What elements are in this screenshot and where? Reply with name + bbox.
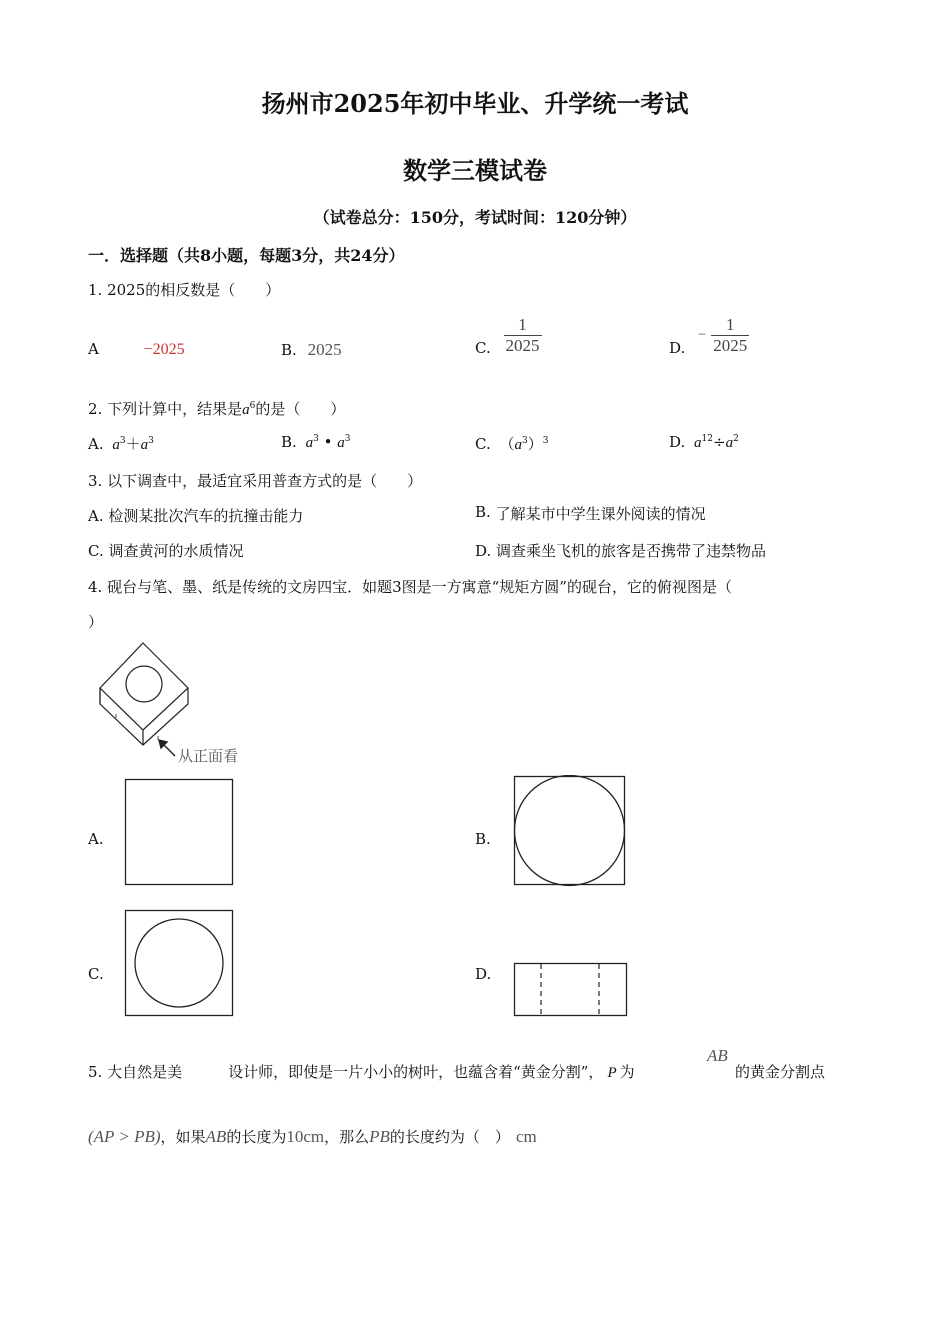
math-condition: (AP > PB) — [88, 1127, 161, 1146]
math-var: a — [514, 437, 523, 453]
q1-option-d — [669, 313, 749, 357]
option-b-value: 2025 — [307, 340, 342, 359]
math-var: a — [140, 437, 149, 453]
math-var: AB — [707, 1046, 728, 1065]
q3-option-b — [475, 503, 706, 524]
option-label: B. — [475, 503, 491, 521]
fraction — [711, 315, 749, 356]
stem-text: ，那么 — [324, 1128, 370, 1146]
stem-text: 的长度约为（ ） — [389, 1128, 510, 1146]
figure-caption: 从正面看 — [178, 747, 239, 765]
math-value: 10cm — [286, 1127, 325, 1146]
exam-info: （试卷总分：150分，考试时间：120分钟） — [313, 208, 637, 227]
option-label: D. — [669, 433, 686, 451]
q4-option-c-label: C. — [88, 965, 104, 983]
stem-text: 为 — [619, 1063, 635, 1081]
unit: cm — [515, 1127, 537, 1146]
inkstone-circle — [126, 666, 162, 702]
exponent: 3 — [542, 436, 549, 446]
q1-option-a — [88, 340, 185, 359]
option-label: B. — [281, 433, 297, 451]
option-label: B. — [281, 341, 297, 359]
stem-text: 的黄金分割点 — [735, 1063, 826, 1081]
question-4-stem: 4. 砚台与笔、墨、纸是传统的文房四宝．如题3图是一方寓意“规矩方圆”的砚台，它的俯视图是（ — [88, 578, 732, 596]
operator: • — [318, 433, 338, 451]
q2-option-d — [669, 433, 739, 452]
math-var: a — [112, 437, 120, 453]
math-var: AB — [205, 1127, 227, 1146]
exponent: 3 — [522, 436, 528, 446]
q4-option-c-figure — [124, 909, 236, 1019]
section-heading: 一．选择题（共8小题，每题3分，共24分） — [88, 246, 405, 265]
question-4-stem-tail: ） — [88, 613, 104, 631]
option-label: A — [88, 340, 99, 358]
paren: ） — [527, 435, 543, 453]
fraction — [504, 315, 542, 356]
q2-option-c — [475, 433, 549, 454]
exponent: 3 — [344, 434, 351, 444]
stem-text: 的长度为 — [226, 1128, 287, 1146]
exponent: 12 — [701, 434, 713, 444]
minus-sign: − — [698, 326, 707, 343]
q4-option-a-figure — [124, 778, 236, 888]
option-label: C. — [475, 339, 491, 357]
exponent: 3 — [119, 436, 126, 446]
option-a-value: −2025 — [143, 341, 185, 358]
q3-option-a: A. 检测某批次汽车的抗撞击能力 — [88, 507, 304, 525]
math-var: a — [337, 435, 345, 451]
math-var: a — [305, 435, 314, 451]
q2-option-a — [88, 433, 154, 454]
math-var: a — [725, 435, 734, 451]
stem-text: 5. 大自然是美 — [88, 1063, 183, 1081]
math-var: PB — [369, 1127, 390, 1146]
question-5-line2 — [88, 1126, 537, 1147]
q4-option-b-label: B. — [475, 830, 491, 848]
exam-subtitle: 数学三模试卷 — [403, 156, 547, 185]
stem-text: ，如果 — [160, 1128, 206, 1146]
numerator: 1 — [726, 314, 735, 334]
option-label: A. — [88, 435, 104, 453]
q4-option-d-label: D. — [475, 965, 492, 983]
exponent: 3 — [148, 436, 154, 446]
exponent: 2 — [733, 434, 739, 444]
stem-text: 的是（ ） — [255, 400, 346, 418]
question-5-line1 — [88, 1061, 635, 1082]
stem-text: 2. 下列计算中，结果是 — [88, 400, 243, 418]
question-1-stem: 1. 2025的相反数是（ ） — [88, 281, 281, 299]
q1-option-c — [475, 313, 542, 357]
q4-option-d-figure — [513, 962, 629, 1018]
numerator: 1 — [518, 314, 527, 334]
option-label: D. — [669, 339, 686, 357]
q3-option-c: C. 调查黄河的水质情况 — [88, 542, 244, 560]
denominator: 2025 — [713, 335, 748, 355]
math-var: P — [607, 1065, 617, 1081]
exponent: 6 — [249, 401, 256, 411]
exam-title: 扬州市2025年初中毕业、升学统一考试 — [261, 89, 689, 118]
option-text: 了解某市中学生课外阅读的情况 — [495, 505, 706, 523]
exponent: 3 — [313, 434, 319, 444]
q3-option-d: D. 调查乘坐飞机的旅客是否携带了违禁物品 — [475, 542, 767, 560]
stem-text: 设计师，即使是一片小小的树叶，也蕴含着“黄金分割”， — [228, 1063, 604, 1081]
option-label: C. — [475, 435, 491, 453]
paren: （ — [499, 435, 515, 453]
question-3-stem: 3. 以下调查中，最适宜采用普查方式的是（ ） — [88, 472, 423, 490]
operator: ÷ — [713, 433, 726, 451]
operator: ＋ — [125, 435, 141, 453]
question-2-stem — [88, 398, 345, 419]
denominator: 2025 — [505, 335, 540, 355]
q4-option-b-figure — [513, 775, 627, 887]
math-var: a — [694, 435, 702, 451]
q1-option-b — [281, 340, 342, 360]
q4-option-a-label: A. — [88, 830, 104, 848]
q2-option-b — [281, 433, 350, 452]
math-var: a — [242, 402, 250, 418]
